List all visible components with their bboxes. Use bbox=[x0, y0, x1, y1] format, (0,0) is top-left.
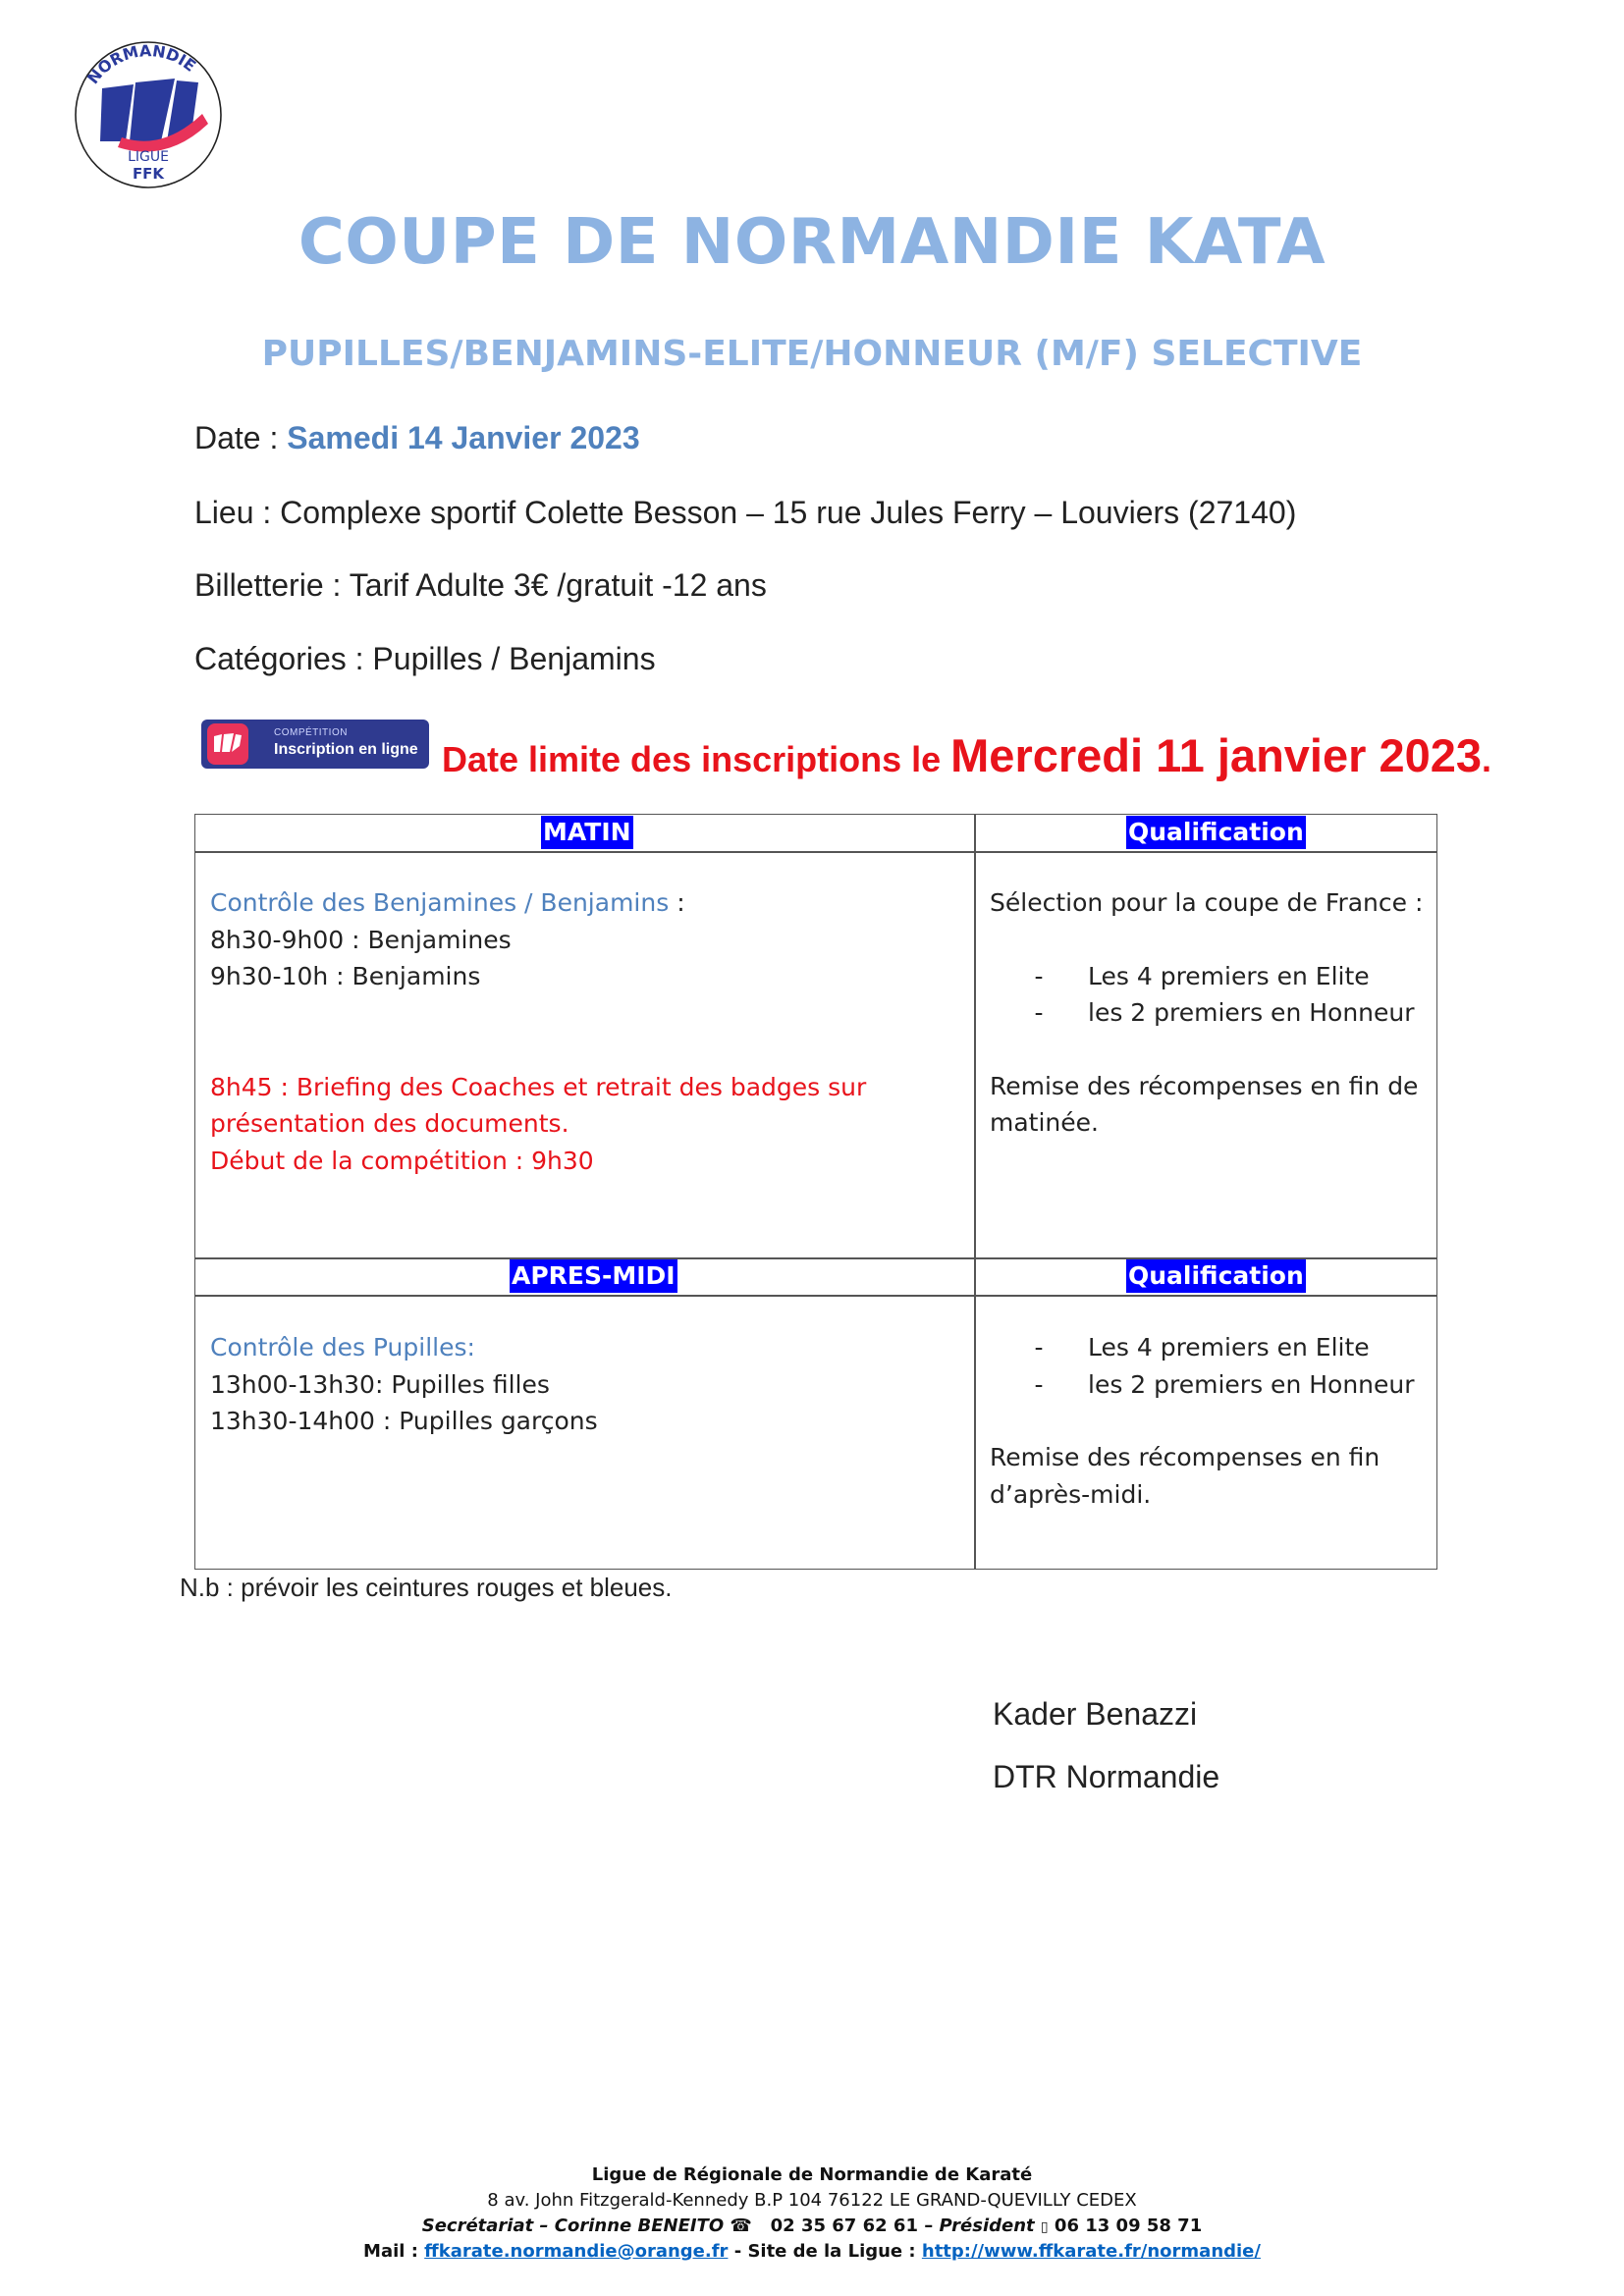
morning-header-cell bbox=[194, 814, 976, 853]
footer-org: Ligue de Régionale de Normandie de Karaté bbox=[591, 2164, 1033, 2185]
categories-row: Catégories : Pupilles / Benjamins bbox=[194, 641, 656, 676]
registration-deadline bbox=[442, 728, 1491, 782]
footer-links bbox=[0, 2241, 1624, 2262]
afternoon-schedule-text bbox=[210, 1329, 598, 1440]
footer-president: Président bbox=[939, 2216, 1035, 2236]
site-link[interactable]: http://www.ffkarate.fr/normandie/ bbox=[921, 2241, 1261, 2262]
deadline-date: Mercredi 11 janvier 2023 bbox=[950, 729, 1483, 781]
date-value: Samedi 14 Janvier 2023 bbox=[287, 420, 640, 455]
morning-body-left bbox=[194, 851, 976, 1259]
afternoon-slot1: 13h00-13h30: Pupilles filles bbox=[210, 1369, 550, 1399]
schedule-table bbox=[194, 814, 1437, 1570]
lieu-row: Lieu : Complexe sportif Colette Besson – 15 rue Jules Ferry – Louviers (27140) bbox=[194, 495, 1297, 530]
deadline-prefix: Date limite des inscriptions le bbox=[442, 739, 951, 779]
afternoon-header: APRES-MIDI bbox=[510, 1259, 677, 1293]
competition-start: Début de la compétition : 9h30 bbox=[210, 1146, 594, 1175]
mobile-icon: ▯ bbox=[1040, 2219, 1049, 2235]
footer-address: 8 av. John Fitzgerald-Kennedy B.P 104 76122 LE GRAND-QUEVILLY CEDEX bbox=[487, 2190, 1137, 2211]
morning-qualif2: les 2 premiers en Honneur bbox=[1088, 998, 1415, 1027]
afternoon-qualif-header: Qualification bbox=[1126, 1259, 1306, 1293]
deadline-suffix: . bbox=[1482, 739, 1492, 779]
selection-title: Sélection pour la coupe de France : bbox=[990, 888, 1424, 917]
footer-phone2: 06 13 09 58 71 bbox=[1054, 2216, 1203, 2236]
afternoon-body-right bbox=[974, 1295, 1437, 1570]
footer-phone1: 02 35 67 62 61 – bbox=[770, 2216, 934, 2236]
billetterie-row: Billetterie : Tarif Adulte 3€ /gratuit -12 ans bbox=[194, 567, 767, 603]
svg-text:FFK: FFK bbox=[132, 165, 165, 183]
ligue-logo bbox=[65, 31, 232, 188]
date-label: Date : bbox=[194, 420, 288, 455]
morning-slot1: 8h30-9h00 : Benjamines bbox=[210, 925, 512, 954]
page-subtitle: PUPILLES/BENJAMINS-ELITE/HONNEUR (M/F) SELECTIVE bbox=[261, 334, 1363, 374]
morning-control-title: Contrôle des Benjamines / Benjamins bbox=[210, 888, 670, 917]
morning-award2: matinée. bbox=[990, 1108, 1099, 1137]
morning-qualif-text: Sélection pour la coupe de France : - Les 4 premiers en Elite - les 2 premiers en Honneur Remise des récompenses en fin de matinée. bbox=[990, 884, 1423, 1142]
footer-secretariat: Secrétariat – Corinne BENEITO bbox=[421, 2216, 725, 2236]
badge-line1: COMPÉTITION bbox=[274, 727, 348, 738]
note: N.b : prévoir les ceintures rouges et bleues. bbox=[180, 1573, 673, 1602]
afternoon-award1: Remise des récompenses en fin bbox=[990, 1443, 1380, 1471]
footer-contacts bbox=[0, 2216, 1624, 2236]
badge-line2: Inscription en ligne bbox=[274, 741, 418, 758]
mail-link[interactable]: ffkarate.normandie@orange.fr bbox=[424, 2241, 729, 2262]
morning-qualif-header-cell bbox=[974, 814, 1437, 853]
svg-text:NORMANDIE: NORMANDIE bbox=[82, 41, 200, 88]
afternoon-award2: d’après-midi. bbox=[990, 1479, 1152, 1509]
morning-body-right bbox=[974, 851, 1437, 1259]
signature-name: Kader Benazzi bbox=[993, 1696, 1198, 1732]
phone-icon: ☎ bbox=[730, 2216, 752, 2236]
morning-qualif1: Les 4 premiers en Elite bbox=[1088, 961, 1370, 990]
morning-qualif-header: Qualification bbox=[1126, 816, 1306, 849]
svg-text:LIGUE: LIGUE bbox=[128, 149, 169, 165]
signature-role: DTR Normandie bbox=[993, 1759, 1220, 1794]
date-row bbox=[194, 420, 640, 456]
page-title: COUPE DE NORMANDIE KATA bbox=[298, 206, 1326, 279]
afternoon-qualif-text: - Les 4 premiers en Elite - les 2 premiers en Honneur Remise des récompenses en fin d’après-midi. bbox=[990, 1329, 1415, 1513]
afternoon-qualif2: les 2 premiers en Honneur bbox=[1088, 1369, 1415, 1399]
morning-control-colon: : bbox=[669, 888, 685, 917]
mail-label: Mail : bbox=[363, 2241, 425, 2262]
afternoon-qualif-header-cell bbox=[974, 1257, 1437, 1297]
morning-award1: Remise des récompenses en fin de bbox=[990, 1071, 1419, 1100]
morning-header: MATIN bbox=[541, 816, 633, 849]
briefing-line1: 8h45 : Briefing des Coaches et retrait des badges sur bbox=[210, 1072, 867, 1101]
morning-schedule-text bbox=[210, 884, 866, 1179]
afternoon-qualif1: Les 4 premiers en Elite bbox=[1088, 1333, 1370, 1362]
registration-icon bbox=[207, 723, 248, 765]
briefing-line2: présentation des documents. bbox=[210, 1109, 569, 1138]
afternoon-slot2: 13h30-14h00 : Pupilles garçons bbox=[210, 1407, 598, 1435]
site-label: - Site de la Ligue : bbox=[728, 2241, 922, 2262]
afternoon-control-title: Contrôle des Pupilles: bbox=[210, 1333, 475, 1362]
morning-slot2: 9h30-10h : Benjamins bbox=[210, 962, 481, 990]
afternoon-header-cell bbox=[194, 1257, 976, 1297]
online-registration-badge[interactable] bbox=[201, 720, 429, 769]
afternoon-body-left bbox=[194, 1295, 976, 1570]
